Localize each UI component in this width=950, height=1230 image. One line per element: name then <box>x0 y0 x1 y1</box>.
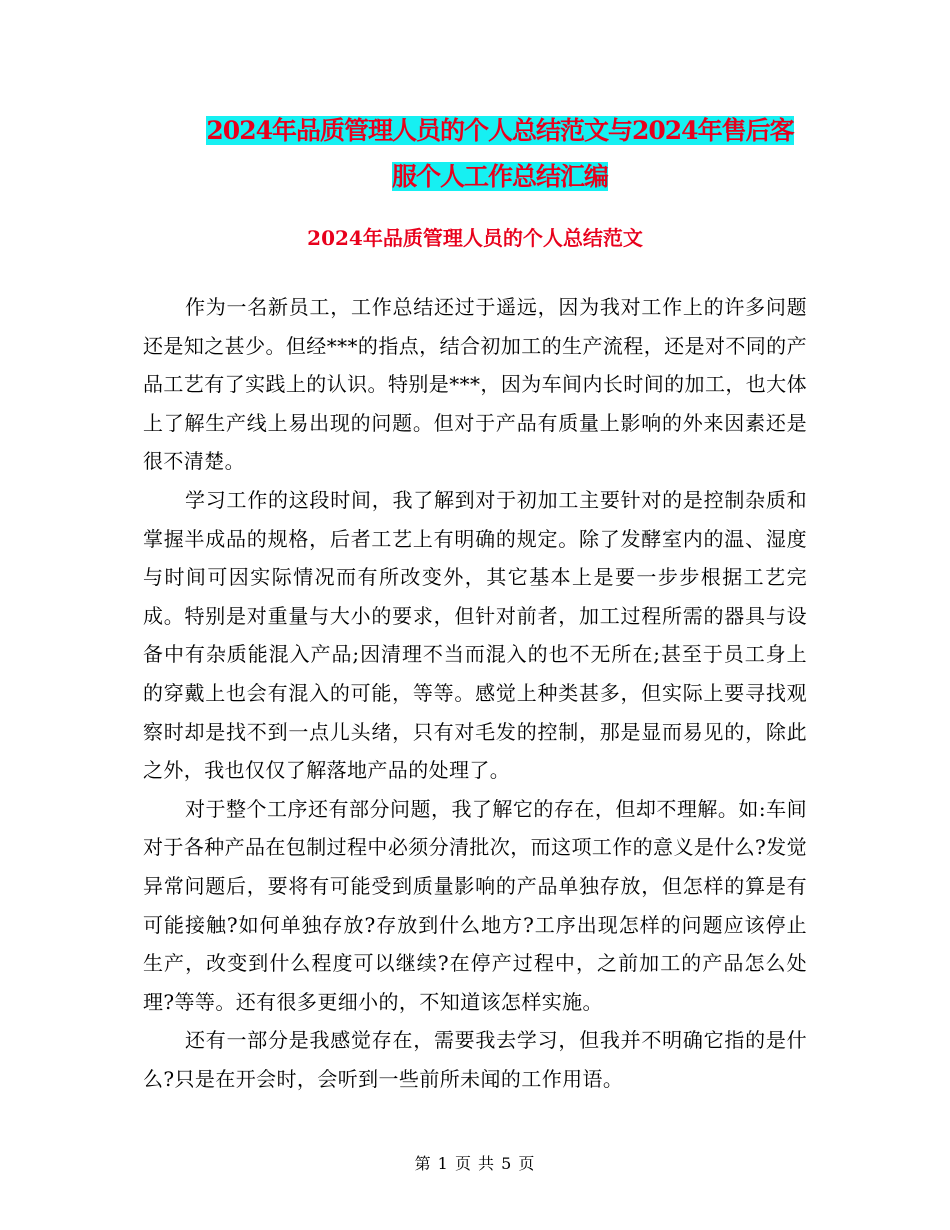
document-body <box>143 288 807 1098</box>
page-footer: 第 1 页 共 5 页 <box>414 1154 536 1173</box>
paragraph-2: 学习工作的这段时间，我了解到对于初加工主要针对的是控制杂质和掌握半成品的规格，后者工艺上有明确的规定。除了发酵室内的温、湿度与时间可因实际情况而有所改变外，其它基本上是要一步步根据工艺完成。特别是对重量与大小的要求，但针对前者，加工过程所需的器具与设备中有杂质能混入产品;因清理不当而混入的也不无所在;甚至于员工身上的穿戴上也会有混入的可能，等等。感觉上种类甚多，但实际上要寻找观察时却是找不到一点儿头绪，只有对毛发的控制，那是显而易见的，除此之外，我也仅仅了解落地产品的处理了。 <box>143 487 807 783</box>
paragraph-4: 还有一部分是我感觉存在，需要我去学习，但我并不明确它指的是什么?只是在开会时，会听到一些前所未闻的工作用语。 <box>143 1028 807 1091</box>
document-title-line-2: 服个人工作总结汇编 <box>391 162 608 191</box>
paragraph-1: 作为一名新员工，工作总结还过于遥远，因为我对工作上的许多问题还是知之甚少。但经***的指点，结合初加工的生产流程，还是对不同的产品工艺有了实践上的认识。特别是***，因为车间内长时间的加工，也大体上了解生产线上易出现的问题。但对于产品有质量上影响的外来因素还是很不清楚。 <box>143 295 807 474</box>
document-title-line-1: 2024年品质管理人员的个人总结范文与2024年售后客 <box>206 116 794 145</box>
document-title <box>140 108 860 200</box>
section-title: 2024年品质管理人员的个人总结范文 <box>307 226 643 250</box>
paragraph-3: 对于整个工序还有部分问题，我了解它的存在，但却不理解。如:车间对于各种产品在包制过程中必须分清批次，而这项工作的意义是什么?发觉异常问题后，要将有可能受到质量影响的产品单独存放，但怎样的算是有可能接触?如何单独存放?存放到什么地方?工序出现怎样的问题应该停止生产，改变到什么程度可以继续?在停产过程中，之前加工的产品怎么处理?等等。还有很多更细小的，不知道该怎样实施。 <box>143 796 807 1014</box>
